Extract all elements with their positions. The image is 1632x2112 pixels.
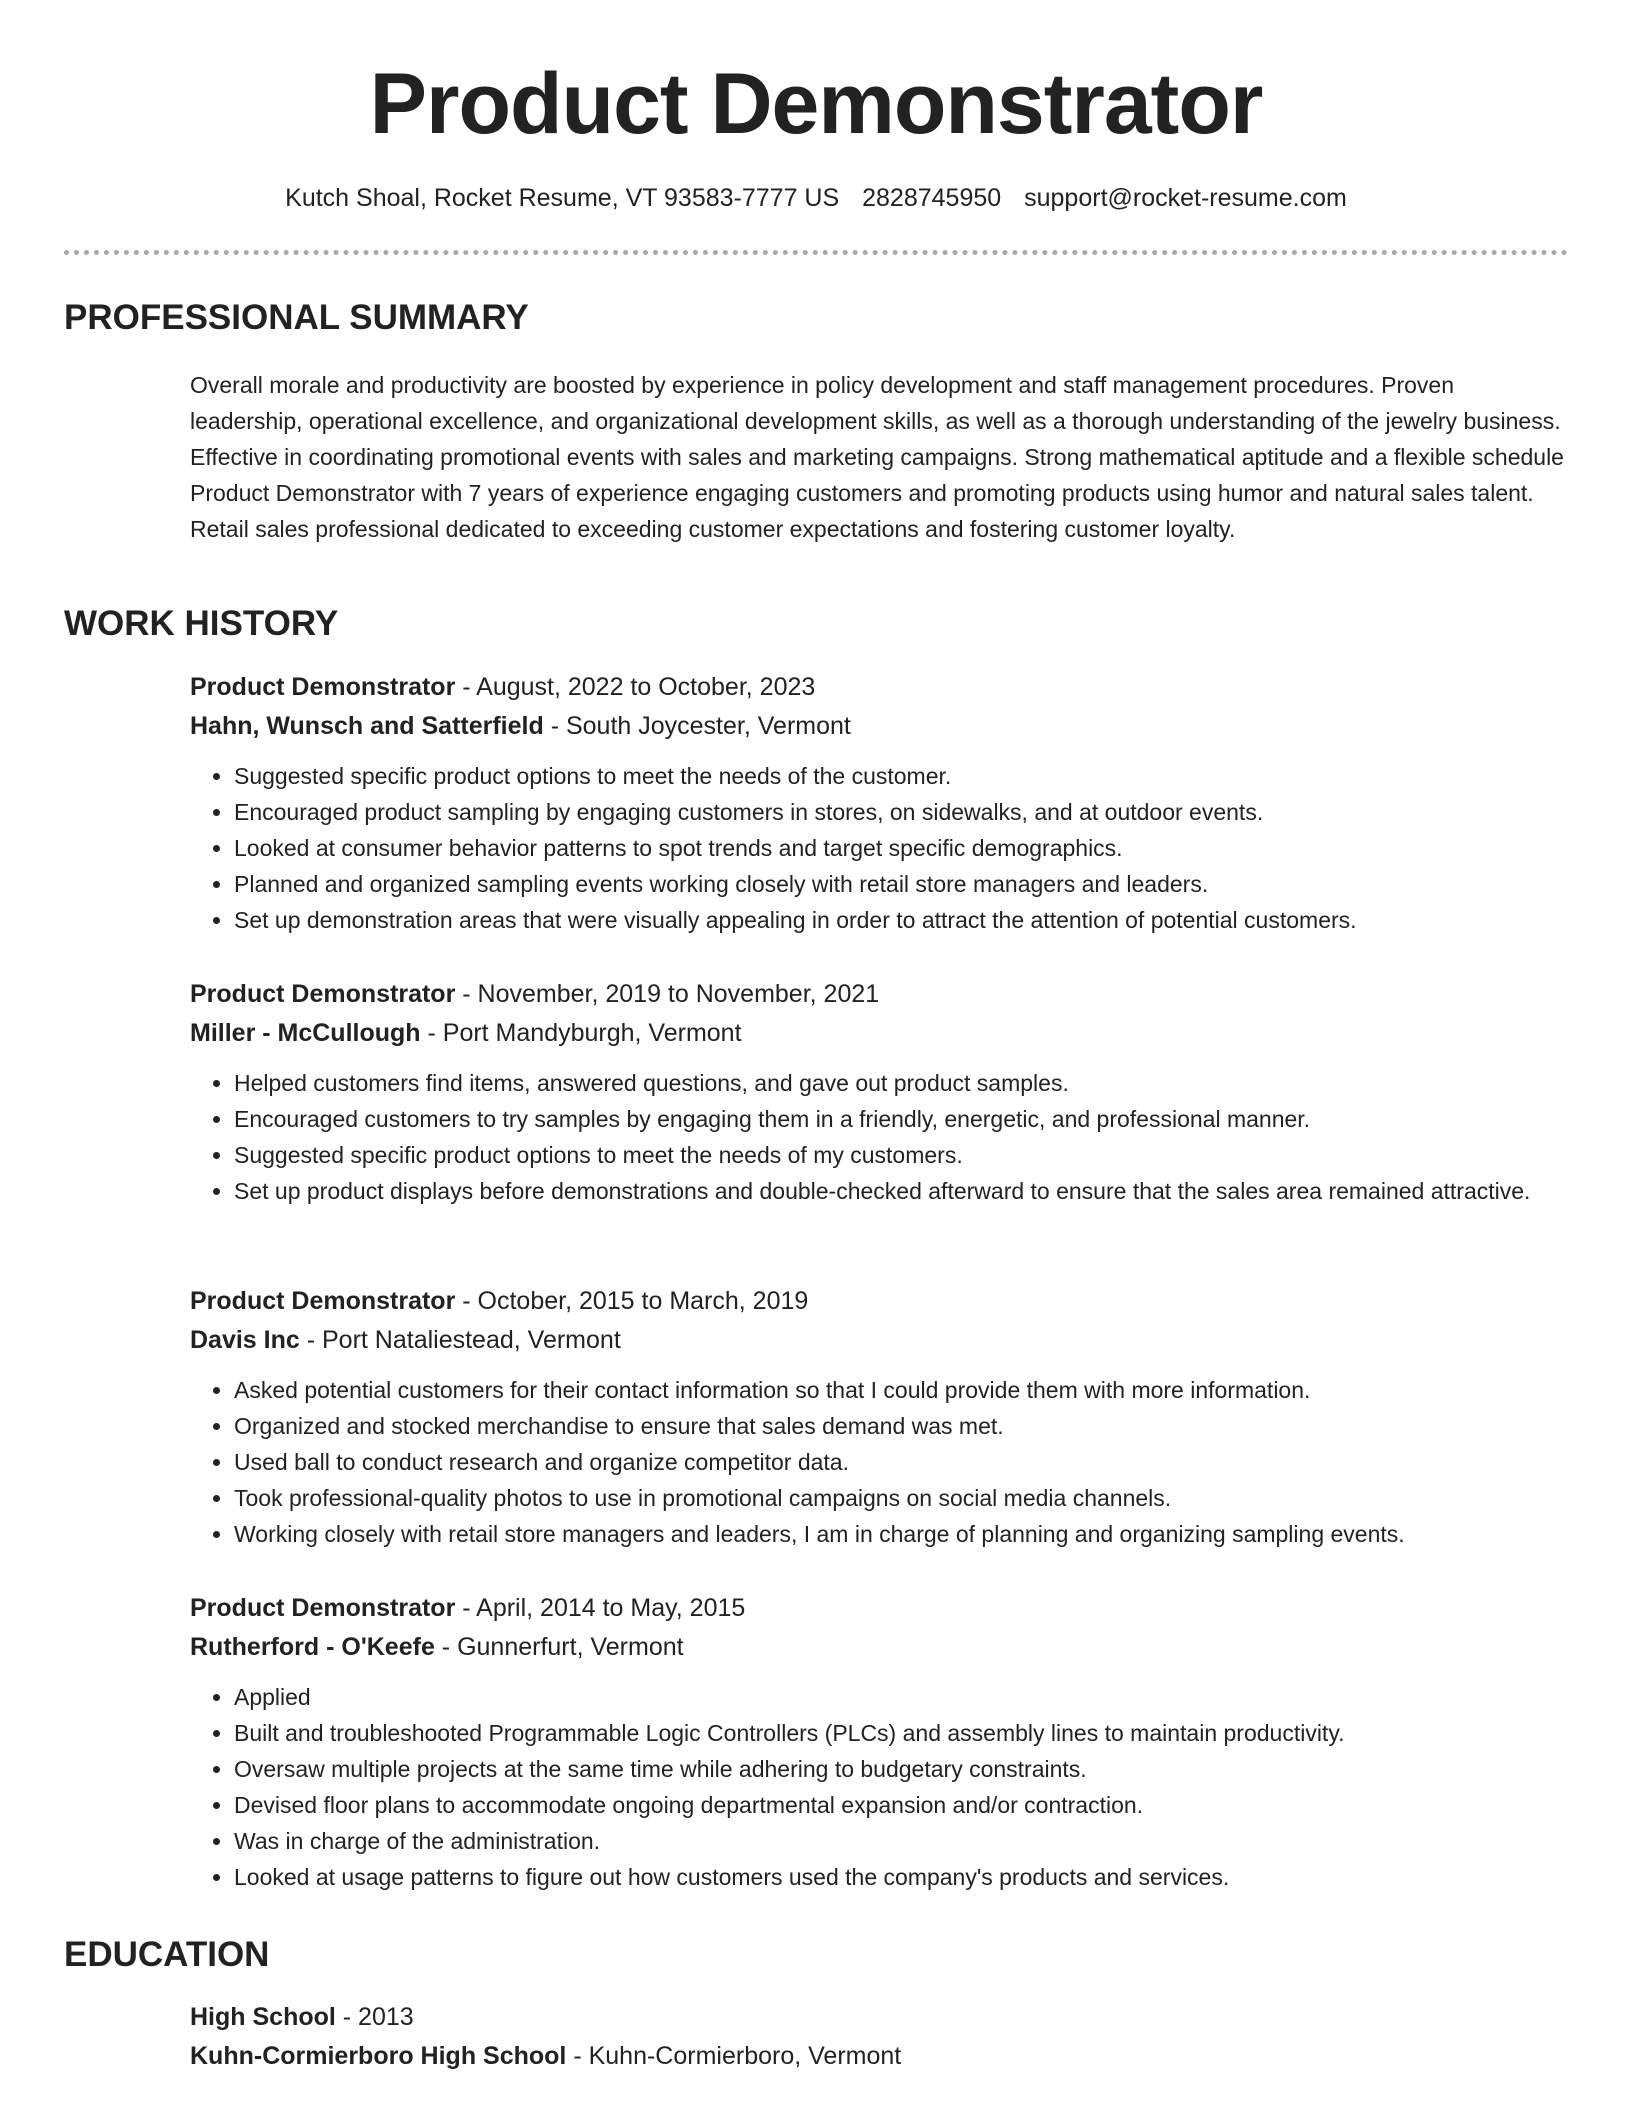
list-item: • Asked potential customers for their contact information so that I could provide them with more information. (234, 1372, 1570, 1408)
education-heading: EDUCATION (64, 1935, 270, 1974)
list-item: • Planned and organized sampling events working closely with retail store managers and leaders. (234, 866, 1570, 902)
job-bullets (190, 1372, 1570, 1552)
job-company: Miller - McCullough (190, 1019, 421, 1047)
list-item: • Suggested specific product options to meet the needs of my customers. (234, 1137, 1570, 1173)
job-role: Product Demonstrator (190, 1287, 456, 1315)
job-entry (190, 1589, 1570, 1895)
contact-phone: 2828745950 (862, 184, 1002, 212)
list-item: • Set up demonstration areas that were visually appealing in order to attract the attention of potential customers. (234, 902, 1570, 938)
job-location: - Port Nataliestead, Vermont (299, 1326, 621, 1354)
education-school: Kuhn-Cormierboro High School (190, 2042, 567, 2070)
job-title-line (190, 1282, 1570, 1321)
contact-address: Kutch Shoal, Rocket Resume, VT 93583-7777 US (285, 184, 840, 212)
job-company: Hahn, Wunsch and Satterfield (190, 712, 544, 740)
job-role: Product Demonstrator (190, 980, 456, 1008)
list-item: • Suggested specific product options to meet the needs of the customer. (234, 758, 1570, 794)
contact-line (0, 180, 1632, 216)
list-item: • Helped customers find items, answered questions, and gave out product samples. (234, 1065, 1570, 1101)
list-item: • Was in charge of the administration. (234, 1823, 1570, 1859)
job-dates: - October, 2015 to March, 2019 (455, 1287, 809, 1315)
education-entry (190, 1998, 1570, 2076)
contact-email: support@rocket-resume.com (1024, 184, 1347, 212)
job-company-line (190, 1321, 1570, 1360)
job-dates: - April, 2014 to May, 2015 (455, 1594, 746, 1622)
education-school-line (190, 2037, 1570, 2076)
job-company: Davis Inc (190, 1326, 300, 1354)
list-item: • Applied (234, 1679, 1570, 1715)
education-degree: High School (190, 2003, 336, 2031)
job-entry (190, 1282, 1570, 1552)
job-title-line (190, 668, 1570, 707)
job-bullets (190, 1065, 1570, 1209)
list-item: • Oversaw multiple projects at the same time while adhering to budgetary constraints. (234, 1751, 1570, 1787)
job-dates: - November, 2019 to November, 2021 (455, 980, 880, 1008)
job-location: - South Joycester, Vermont (543, 712, 851, 740)
education-degree-line (190, 1998, 1570, 2037)
list-item: • Encouraged customers to try samples by engaging them in a friendly, energetic, and professional manner. (234, 1101, 1570, 1137)
list-item: • Devised floor plans to accommodate ongoing departmental expansion and/or contraction. (234, 1787, 1570, 1823)
education-location: - Kuhn-Cormierboro, Vermont (566, 2042, 902, 2070)
job-title-line (190, 975, 1570, 1014)
summary-heading: PROFESSIONAL SUMMARY (64, 298, 529, 337)
list-item: • Looked at consumer behavior patterns to spot trends and target specific demographics. (234, 830, 1570, 866)
job-entry (190, 668, 1570, 938)
education-year: - 2013 (335, 2003, 414, 2031)
list-item: • Looked at usage patterns to figure out how customers used the company's products and services. (234, 1859, 1570, 1895)
job-role: Product Demonstrator (190, 1594, 456, 1622)
list-item: • Set up product displays before demonstrations and double-checked afterward to ensure that the sales area remained attractive. (234, 1173, 1570, 1209)
job-bullets (190, 1679, 1570, 1895)
list-item: • Used ball to conduct research and organize competitor data. (234, 1444, 1570, 1480)
job-bullets (190, 758, 1570, 938)
list-item: • Took professional-quality photos to use in promotional campaigns on social media channels. (234, 1480, 1570, 1516)
job-company-line (190, 1628, 1570, 1667)
candidate-name: Product Demonstrator (369, 56, 1263, 152)
job-role: Product Demonstrator (190, 673, 456, 701)
job-title-line (190, 1589, 1570, 1628)
job-company: Rutherford - O'Keefe (190, 1633, 435, 1661)
job-location: - Gunnerfurt, Vermont (434, 1633, 684, 1661)
list-item: • Encouraged product sampling by engaging customers in stores, on sidewalks, and at outdoor events. (234, 794, 1570, 830)
summary-text: Overall morale and productivity are boosted by experience in policy development and staff management procedures. Proven leadership, operational excellence, and organizational development skills, as well as a thorough understanding of the jewelry business. Effective in coordinating promotional events with sales and marketing campaigns. Strong mathematical aptitude and a flexible schedule Product Demonstrator with 7 years of experience engaging customers and promoting products using humor and natural sales talent. Retail sales professional dedicated to exceeding customer expectations and fostering customer loyalty. (190, 372, 1564, 542)
job-dates: - August, 2022 to October, 2023 (455, 673, 816, 701)
work-history-heading: WORK HISTORY (64, 604, 339, 643)
job-location: - Port Mandyburgh, Vermont (420, 1019, 742, 1047)
job-company-line (190, 1014, 1570, 1053)
list-item: • Built and troubleshooted Programmable Logic Controllers (PLCs) and assembly lines to maintain productivity. (234, 1715, 1570, 1751)
list-item: • Working closely with retail store managers and leaders, I am in charge of planning and organizing sampling events. (234, 1516, 1570, 1552)
job-entry (190, 975, 1570, 1209)
job-company-line (190, 707, 1570, 746)
list-item: • Organized and stocked merchandise to ensure that sales demand was met. (234, 1408, 1570, 1444)
header-divider (64, 250, 1568, 255)
